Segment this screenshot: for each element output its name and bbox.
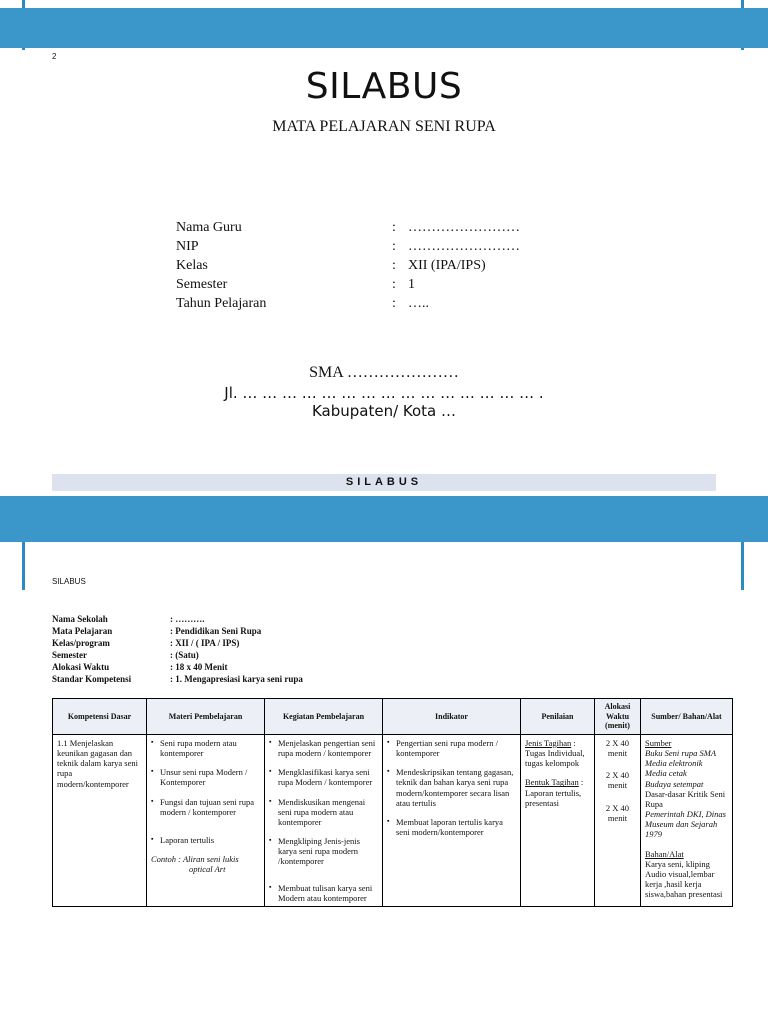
list-item: ▪ Mendeskripsikan tentang gagasan, teknik dan bahan karya seni rupa modern/kontemporer secara lisan atau tertulis	[396, 767, 516, 808]
column-header: Penilaian	[521, 699, 595, 735]
info-value: ……………………	[408, 220, 520, 235]
materi-cell	[147, 734, 265, 906]
bahan-items: Karya seni, kliping Audio visual,lembar kerja ,hasil kerja siswa,bahan presentasi	[645, 858, 723, 900]
column-header: Kompetensi Dasar	[53, 699, 147, 735]
penilaian-jenis	[525, 738, 590, 769]
sumber-item: Pemerintah DKI, Dinas Museum dan Sejarah 1979	[645, 809, 726, 840]
kegiatan-list	[269, 738, 378, 903]
sumber-item: Dasar-dasar Kritik Seni Rupa	[645, 788, 726, 809]
list-item: ▪ Mengkliping Jenis-jenis karya seni rupa modern /kontemporer	[278, 836, 378, 867]
list-item: ▪ Membuat laporan tertulis karya seni modern/kontemporer	[396, 817, 516, 837]
meta-key: Kelas/program	[52, 638, 110, 648]
meta-key: Alokasi Waktu	[52, 662, 110, 672]
list-item: ▪ Fungsi dan tujuan seni rupa modern / kontemporer	[160, 797, 260, 817]
jenis-label: Jenis Tagihan	[525, 737, 572, 748]
column-header: Indikator	[383, 699, 521, 735]
info-colon: :	[392, 239, 396, 254]
column-header: Sumber/ Bahan/Alat	[641, 699, 733, 735]
list-item: ▪ Menjelaskan pengertian seni rupa modern / kontemporer	[278, 738, 378, 758]
materi-list	[151, 738, 260, 845]
page-header-label: SILABUS	[52, 577, 86, 586]
meta-value: : (Satu)	[170, 650, 199, 660]
info-colon: :	[392, 277, 396, 292]
list-item: ▪ Unsur seni rupa Modern / Kontemporer	[160, 767, 260, 787]
info-label: Nama Guru	[176, 220, 242, 235]
info-label: Tahun Pelajaran	[176, 296, 267, 311]
meta-key: Nama Sekolah	[52, 614, 108, 624]
bentuk-value: : Laporan tertulis, presentasi	[525, 777, 584, 808]
info-label: NIP	[176, 239, 199, 254]
syllabus-table	[52, 698, 733, 907]
silabus-banner: SILABUS	[52, 474, 716, 491]
column-header: Kegiatan Pembelajaran	[265, 699, 383, 735]
list-item: ▪ Laporan tertulis	[160, 835, 260, 845]
bentuk-label: Bentuk Tagihan	[525, 777, 579, 788]
jenis-value: : Tugas Individual, tugas kelompok	[525, 737, 585, 769]
alokasi-value: 2 X 40 menit	[605, 802, 630, 823]
page-subtitle: MATA PELAJARAN SENI RUPA	[272, 118, 496, 135]
school-name: SMA …………………	[309, 364, 459, 381]
penilaian-cell	[521, 734, 595, 906]
info-value: ……………………	[408, 239, 520, 254]
penilaian-bentuk	[525, 777, 590, 808]
table-header-row	[53, 699, 733, 735]
info-value: XII (IPA/IPS)	[408, 258, 486, 273]
info-label: Semester	[176, 277, 228, 292]
meta-value: : 18 x 40 Menit	[170, 662, 228, 672]
list-item: ▪ Membuat tulisan karya seni Modern atau kontemporer	[278, 883, 378, 903]
list-item: ▪ Seni rupa modern atau kontemporer	[160, 738, 260, 758]
column-header: Alokasi Waktu (menit)	[595, 699, 641, 735]
meta-value: : 1. Mengapresiasi karya seni rupa	[170, 674, 303, 684]
meta-key: Standar Kompetensi	[52, 674, 132, 684]
indikator-list	[387, 738, 516, 838]
materi-contoh: Contoh : Aliran seni lukis	[151, 854, 239, 865]
school-city: Kabupaten/ Kota …	[311, 402, 457, 420]
alokasi-value: 2 X 40 menit	[605, 770, 630, 791]
kegiatan-cell	[265, 734, 383, 906]
alokasi-cell	[595, 734, 641, 906]
bahan-label: Bahan/Alat	[645, 848, 684, 859]
sumber-item: Buku Seni rupa SMA	[645, 747, 717, 758]
list-item: ▪ Mendiskusikan mengenai seni rupa modern atau kontemporer	[278, 797, 378, 828]
info-colon: :	[392, 258, 396, 273]
page-title: SILABUS	[305, 66, 463, 107]
page-number: 2	[52, 52, 57, 61]
column-header: Materi Pembelajaran	[147, 699, 265, 735]
info-value: 1	[408, 277, 415, 292]
alokasi-value: 2 X 40 menit	[605, 737, 630, 758]
info-colon: :	[392, 296, 396, 311]
meta-value: : Pendidikan Seni Rupa	[170, 626, 262, 636]
meta-value: : ……….	[170, 614, 205, 624]
info-colon: :	[392, 220, 396, 235]
sumber-cell	[641, 734, 733, 906]
sumber-item: Media elektronik	[645, 758, 703, 769]
meta-key: Mata Pelajaran	[52, 626, 113, 636]
kompetensi-text: 1.1 Menjelaskan keunikan gagasan dan teknik dalam karya seni rupa modern/kontemporer	[57, 737, 138, 789]
top-band	[0, 8, 768, 48]
list-item: ▪ Pengertian seni rupa modern / kontemporer	[396, 738, 516, 758]
list-item: ▪ Mengklasifikasi karya seni rupa Modern / kontemporer	[278, 767, 378, 787]
meta-key: Semester	[52, 650, 87, 660]
info-label: Kelas	[176, 258, 208, 273]
sumber-item: Media cetak	[645, 768, 687, 779]
middle-band	[0, 496, 768, 542]
info-value: …..	[408, 296, 429, 311]
meta-value: : XII / ( IPA / IPS)	[170, 638, 240, 648]
sumber-label: Sumber	[645, 737, 672, 748]
indikator-cell	[383, 734, 521, 906]
materi-contoh-2: optical Art	[189, 864, 226, 875]
table-row	[53, 734, 733, 906]
sumber-item: Budaya setempat	[645, 778, 704, 789]
kompetensi-cell	[53, 734, 147, 906]
school-address: Jl. … … … … … … … … … … … … … … … .	[224, 384, 544, 402]
